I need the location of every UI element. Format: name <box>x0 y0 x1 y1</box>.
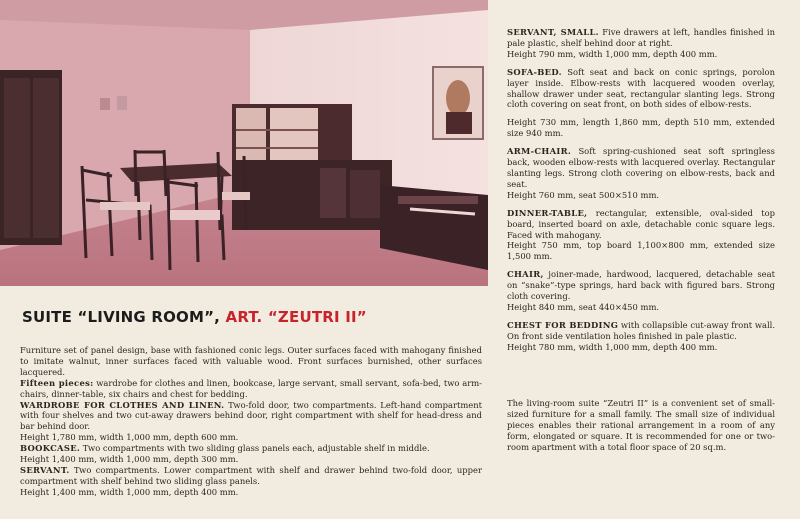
wardrobe-text: Two-fold door, two compartments. Left-hand compartment with four shelves and two cut-away drawers behind door, right compartment with shelf for head-dress and bar behind door. <box>20 399 482 432</box>
sofa-bed-block <box>507 67 775 139</box>
right-description <box>507 27 775 360</box>
arm-chair-dimensions: Height 760 mm, seat 500×510 mm. <box>507 189 660 200</box>
sofa-bed-heading: SOFA-BED. <box>507 66 562 77</box>
wardrobe-dimensions: Height 1,780 mm, width 1,000 mm, depth 600 mm. <box>20 432 239 443</box>
article-number: ART. “ZEUTRI II” <box>225 308 367 326</box>
servant-paragraph <box>20 465 482 487</box>
servant-small-block <box>507 27 775 60</box>
wardrobe-paragraph <box>20 400 482 433</box>
bookcase-heading: BOOKCASE. <box>20 443 81 454</box>
servant-small-text: Five drawers at left, handles finished in pale plastic, shelf behind door at right. <box>507 27 776 48</box>
bookcase-text: Two compartments with two sliding glass panels each, adjustable shelf in middle. <box>82 443 430 454</box>
chair-dimensions: Height 840 mm, seat 440×450 mm. <box>507 301 660 312</box>
arm-chair-heading: ARM-CHAIR. <box>507 146 572 157</box>
living-room-illustration <box>0 0 488 286</box>
servant-dimensions: Height 1,400 mm, width 1,000 mm, depth 400 mm. <box>20 486 239 497</box>
fifteen-pieces-heading: Fifteen pieces: <box>20 377 94 388</box>
sofa-bed-dimensions: Height 730 mm, length 1,860 mm, depth 510 mm, extended size 940 mm. <box>507 117 775 139</box>
chest-block <box>507 320 775 353</box>
wardrobe-heading: WARDROBE FOR CLOTHES AND LINEN. <box>20 399 225 410</box>
dinner-table-dimensions: Height 750 mm, top board 1,100×800 mm, extended size 1,500 mm. <box>507 240 775 262</box>
suite-title: SUITE “LIVING ROOM”, <box>22 308 221 326</box>
fifteen-pieces-paragraph <box>20 378 482 400</box>
servant-small-heading: SERVANT, SMALL. <box>507 27 599 37</box>
page-title <box>22 308 482 326</box>
closing-text: The living-room suite “Zeutri II” is a convenient set of small-sized furniture for a small family. The small size of individual pieces enables their rational arrangement in a room of any form, elongated or square. It is recommended for one or two-room apartment with a total floor space of 20 sq.m. <box>507 398 775 452</box>
living-room-photo <box>0 0 488 286</box>
chest-text: with collapsible cut-away front wall. On front side ventilation holes finished in pale plastic. <box>507 319 775 341</box>
chair-block <box>507 269 775 313</box>
chair-text: joiner-made, hardwood, lacquered, detachable seat on “snake”-type springs, hard back with figured bars. Strong cloth covering. <box>507 269 775 302</box>
servant-heading: SERVANT. <box>20 464 70 475</box>
dinner-table-heading: DINNER-TABLE, <box>507 207 588 218</box>
arm-chair-text: Soft spring-cushioned seat soft springless back, wooden elbow-rests with lacquered overlay. Rectangular slanting legs. Strong cloth covering on elbow-rests, back and seat. <box>507 146 775 189</box>
intro-paragraph: Furniture set of panel design, base with fashioned conic legs. Outer surfaces faced with mahogany finished to imitate walnut, inner surfaces faced with valuable wood. Front surfaces burnished, other surfaces lacquered. <box>20 345 482 377</box>
arm-chair-block <box>507 146 775 201</box>
chest-heading: CHEST FOR BEDDING <box>507 319 619 330</box>
chair-heading: CHAIR, <box>507 269 544 280</box>
bookcase-dimensions: Height 1,400 mm, width 1,000 mm, depth 300 mm. <box>20 454 239 465</box>
sofa-bed-text: Soft seat and back on conic springs, porolon layer inside. Elbow-rests with lacquered wooden overlay, shallow drawer under seat, rectangular slanting legs. Strong cloth covering on seat front, on both sides of elbow-rests. <box>507 66 775 110</box>
bookcase-paragraph <box>20 443 482 454</box>
closing-paragraph <box>507 398 775 453</box>
fifteen-pieces-text: wardrobe for clothes and linen, bookcase, large servant, small servant, sofa-bed, two arm-chairs, dinner-table, six chairs and chest for bedding. <box>20 377 482 399</box>
servant-small-dimensions: Height 790 mm, width 1,000 mm, depth 400 mm. <box>507 48 718 59</box>
dinner-table-text: rectangular, extensible, oval-sided top board, inserted board on axle, detachable conic square legs. Faced with mahogany. <box>507 207 775 240</box>
servant-text: Two compartments. Lower compartment with shelf and drawer behind two-fold door, upper compartment with shelf behind two sliding glass panels. <box>20 464 482 486</box>
left-description <box>20 345 482 498</box>
dinner-table-block <box>507 208 775 263</box>
chest-dimensions: Height 780 mm, width 1,000 mm, depth 400 mm. <box>507 341 718 352</box>
